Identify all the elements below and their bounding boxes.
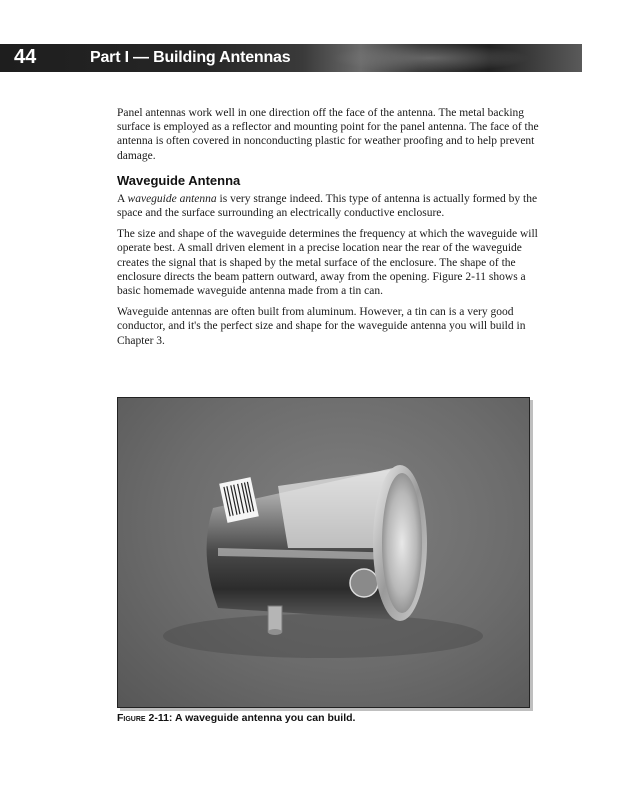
- part-title: Part I — Building Antennas: [90, 49, 291, 66]
- page-body: [117, 106, 551, 355]
- figure-caption-text: A waveguide antenna you can build.: [172, 712, 356, 724]
- section-heading: Waveguide Antenna: [117, 172, 241, 188]
- chapter-header-bar: [0, 44, 582, 72]
- paragraph-waveguide-shape: The size and shape of the waveguide determines the frequency at which the waveguide will operate best. A small driven element in a precise location near the rear of the waveguide creates the signal that is shaped by the metal surface of the enclosure. The shape of the enclosure directs the beam pattern outward, away from the opening. Figure 2-11 shows a basic homemade waveguide antenna made from a tin can.: [117, 228, 538, 298]
- connector-stub: [268, 606, 282, 632]
- term-waveguide-antenna: waveguide antenna: [127, 192, 217, 205]
- paragraph-waveguide-intro: [117, 192, 551, 220]
- connector-end: [268, 629, 282, 635]
- can-shadow: [163, 614, 483, 658]
- intro-rest: is very strange indeed. This type of antenna is actually formed by the space and the surface surrounding an electrically conductive enclosure.: [117, 192, 538, 220]
- figure-caption: [117, 712, 355, 724]
- intro-lead: A: [117, 192, 128, 205]
- can-opening: [382, 473, 422, 613]
- tin-can-illustration: [118, 398, 529, 707]
- paragraph-panel-antennas: Panel antennas work well in one direction off the face of the antenna. The metal backing surface is employed as a reflector and mounting point for the panel antenna. The face of the antenna is often covered in nonconducting plastic for weather proofing and to help prevent damage.: [117, 107, 539, 162]
- figure-tin-can-photo: [117, 397, 530, 708]
- page-number: 44: [14, 46, 37, 68]
- paragraph-aluminum: Waveguide antennas are often built from aluminum. However, a tin can is a very good conductor, and it's the perfect size and shape for the waveguide antenna you will build in Chapter 3.: [117, 306, 526, 347]
- can-emblem: [350, 569, 378, 597]
- figure-label: Figure 2-11:: [117, 712, 173, 724]
